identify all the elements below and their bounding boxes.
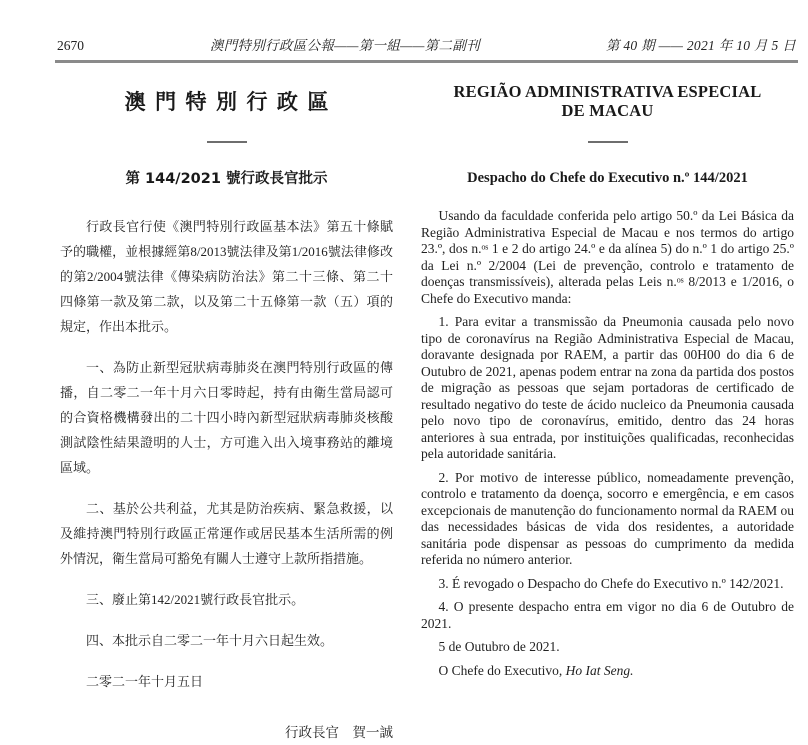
date-zh: 二零二一年十月五日 [86, 674, 204, 689]
region-title-pt [454, 82, 762, 120]
signature-zh: 行政長官 賀一誠 [285, 725, 393, 740]
content-columns [60, 63, 794, 745]
paragraph-zh-item-1: 一、為防止新型冠狀病毒肺炎在澳門特別行政區的傳播，自二零二一年十月六日零時起，持有由衛生當局認可的合資格機構發出的二十四小時內新型冠狀病毒肺炎核酸測試陰性結果證明的人士，方可進入出入境事務站的離境區域。 [60, 360, 393, 475]
paragraph-pt-item-4: 4. O presente despacho entra em vigor no dia 6 de Outubro de 2021. [421, 599, 794, 631]
paragraph-pt-item-2: 2. Por motivo de interesse público, nomeadamente prevenção, controlo e tratamento da doença, socorro e emergência, e em casos excepcionais de manutenção do funcionamento normal da RAEM ou das necessidades básicas de vida dos residentes, a autoridade sanitária pode dispensar as pessoas do cumprimento da medida referida no número anterior. [421, 469, 794, 567]
page-number: 2670 [57, 38, 84, 53]
paragraph-pt-preamble: Usando da faculdade conferida pelo artigo 50.º da Lei Básica da Região Administrativa Especial de Macau e nos termos do artigo 23.º, dos n.ᵒˢ 1 e 2 do artigo 24.º e da alínea 5) do n.º 1 do artigo 25.º da Lei n.º 2/2004 (Lei de prevenção, controlo e tratamento de doenças transmissíveis), alterada pelas Leis n.ᵒˢ 8/2013 e 1/2016, o Chefe do Executivo manda: [421, 208, 794, 306]
paragraph-zh-preamble: 行政長官行使《澳門特別行政區基本法》第五十條賦予的職權，並根據經第8/2013號法律及第1/2016號法律修改的第2/2004號法律《傳染病防治法》第二十三條、第二十四條第一款及第二款，以及第二十五條第一款（五）項的規定，作出本批示。 [60, 219, 393, 334]
signature-pt-prefix: O Chefe do Executivo, [438, 662, 566, 678]
section-divider-zh [207, 141, 247, 143]
section-divider-pt [588, 141, 628, 143]
paragraph-pt-item-1: 1. Para evitar a transmissão da Pneumonia causada pelo novo tipo de coronavírus na Região Administrativa Especial de Macau, doravante designada por RAEM, a partir das 00H00 do dia 6 de Outubro de 2021, apenas podem entrar na zona da partida dos postos de migração as pessoas que sejam portadoras de certificado de resultado negativo do teste de ácido nucleico da Pneumonia causada pelo novo tipo de coronavírus, emitido, dentro das 24 horas anteriores à sua entrada, por instituições qualificadas, reconhecidas pela autoridade sanitária. [421, 314, 794, 461]
region-title-zh: 澳門特別行政區 [124, 89, 338, 114]
region-title-pt-line1: REGIÃO ADMINISTRATIVA ESPECIAL [453, 82, 762, 101]
despacho-heading-pt: Despacho do Chefe do Executivo n.º 144/2021 [467, 170, 748, 186]
date-pt: 5 de Outubro de 2021. [438, 639, 560, 654]
running-header [57, 34, 796, 54]
gazette-title: 澳門特別行政區公報——第一組——第二副刊 [209, 38, 480, 53]
despacho-heading-zh: 第 144/2021 號行政長官批示 [125, 171, 328, 187]
signature-pt [421, 663, 794, 680]
paragraph-zh-item-4: 四、本批示自二零二一年十月六日起生效。 [86, 633, 334, 648]
region-title-block-pt [421, 79, 794, 123]
region-title-pt-line2: DE MACAU [561, 101, 654, 120]
chinese-column [60, 63, 393, 745]
portuguese-column [421, 63, 794, 745]
region-title-block-zh [60, 79, 393, 123]
issue-and-date: 第 40 期 —— 2021 年 10 月 5 日 [605, 38, 796, 53]
paragraph-pt-item-3: 3. É revogado o Despacho do Chefe do Executivo n.º 142/2021. [438, 575, 784, 591]
gazette-page [0, 34, 808, 740]
paragraph-zh-item-3: 三、廢止第142/2021號行政長官批示。 [86, 592, 305, 607]
paragraph-zh-item-2: 二、基於公共利益，尤其是防治疾病、緊急救援，以及維持澳門特別行政區正常運作或居民基本生活所需的例外情況，衛生當局可豁免有關人士遵守上款所指措施。 [60, 501, 393, 566]
signature-pt-name: Ho Iat Seng. [565, 662, 634, 678]
